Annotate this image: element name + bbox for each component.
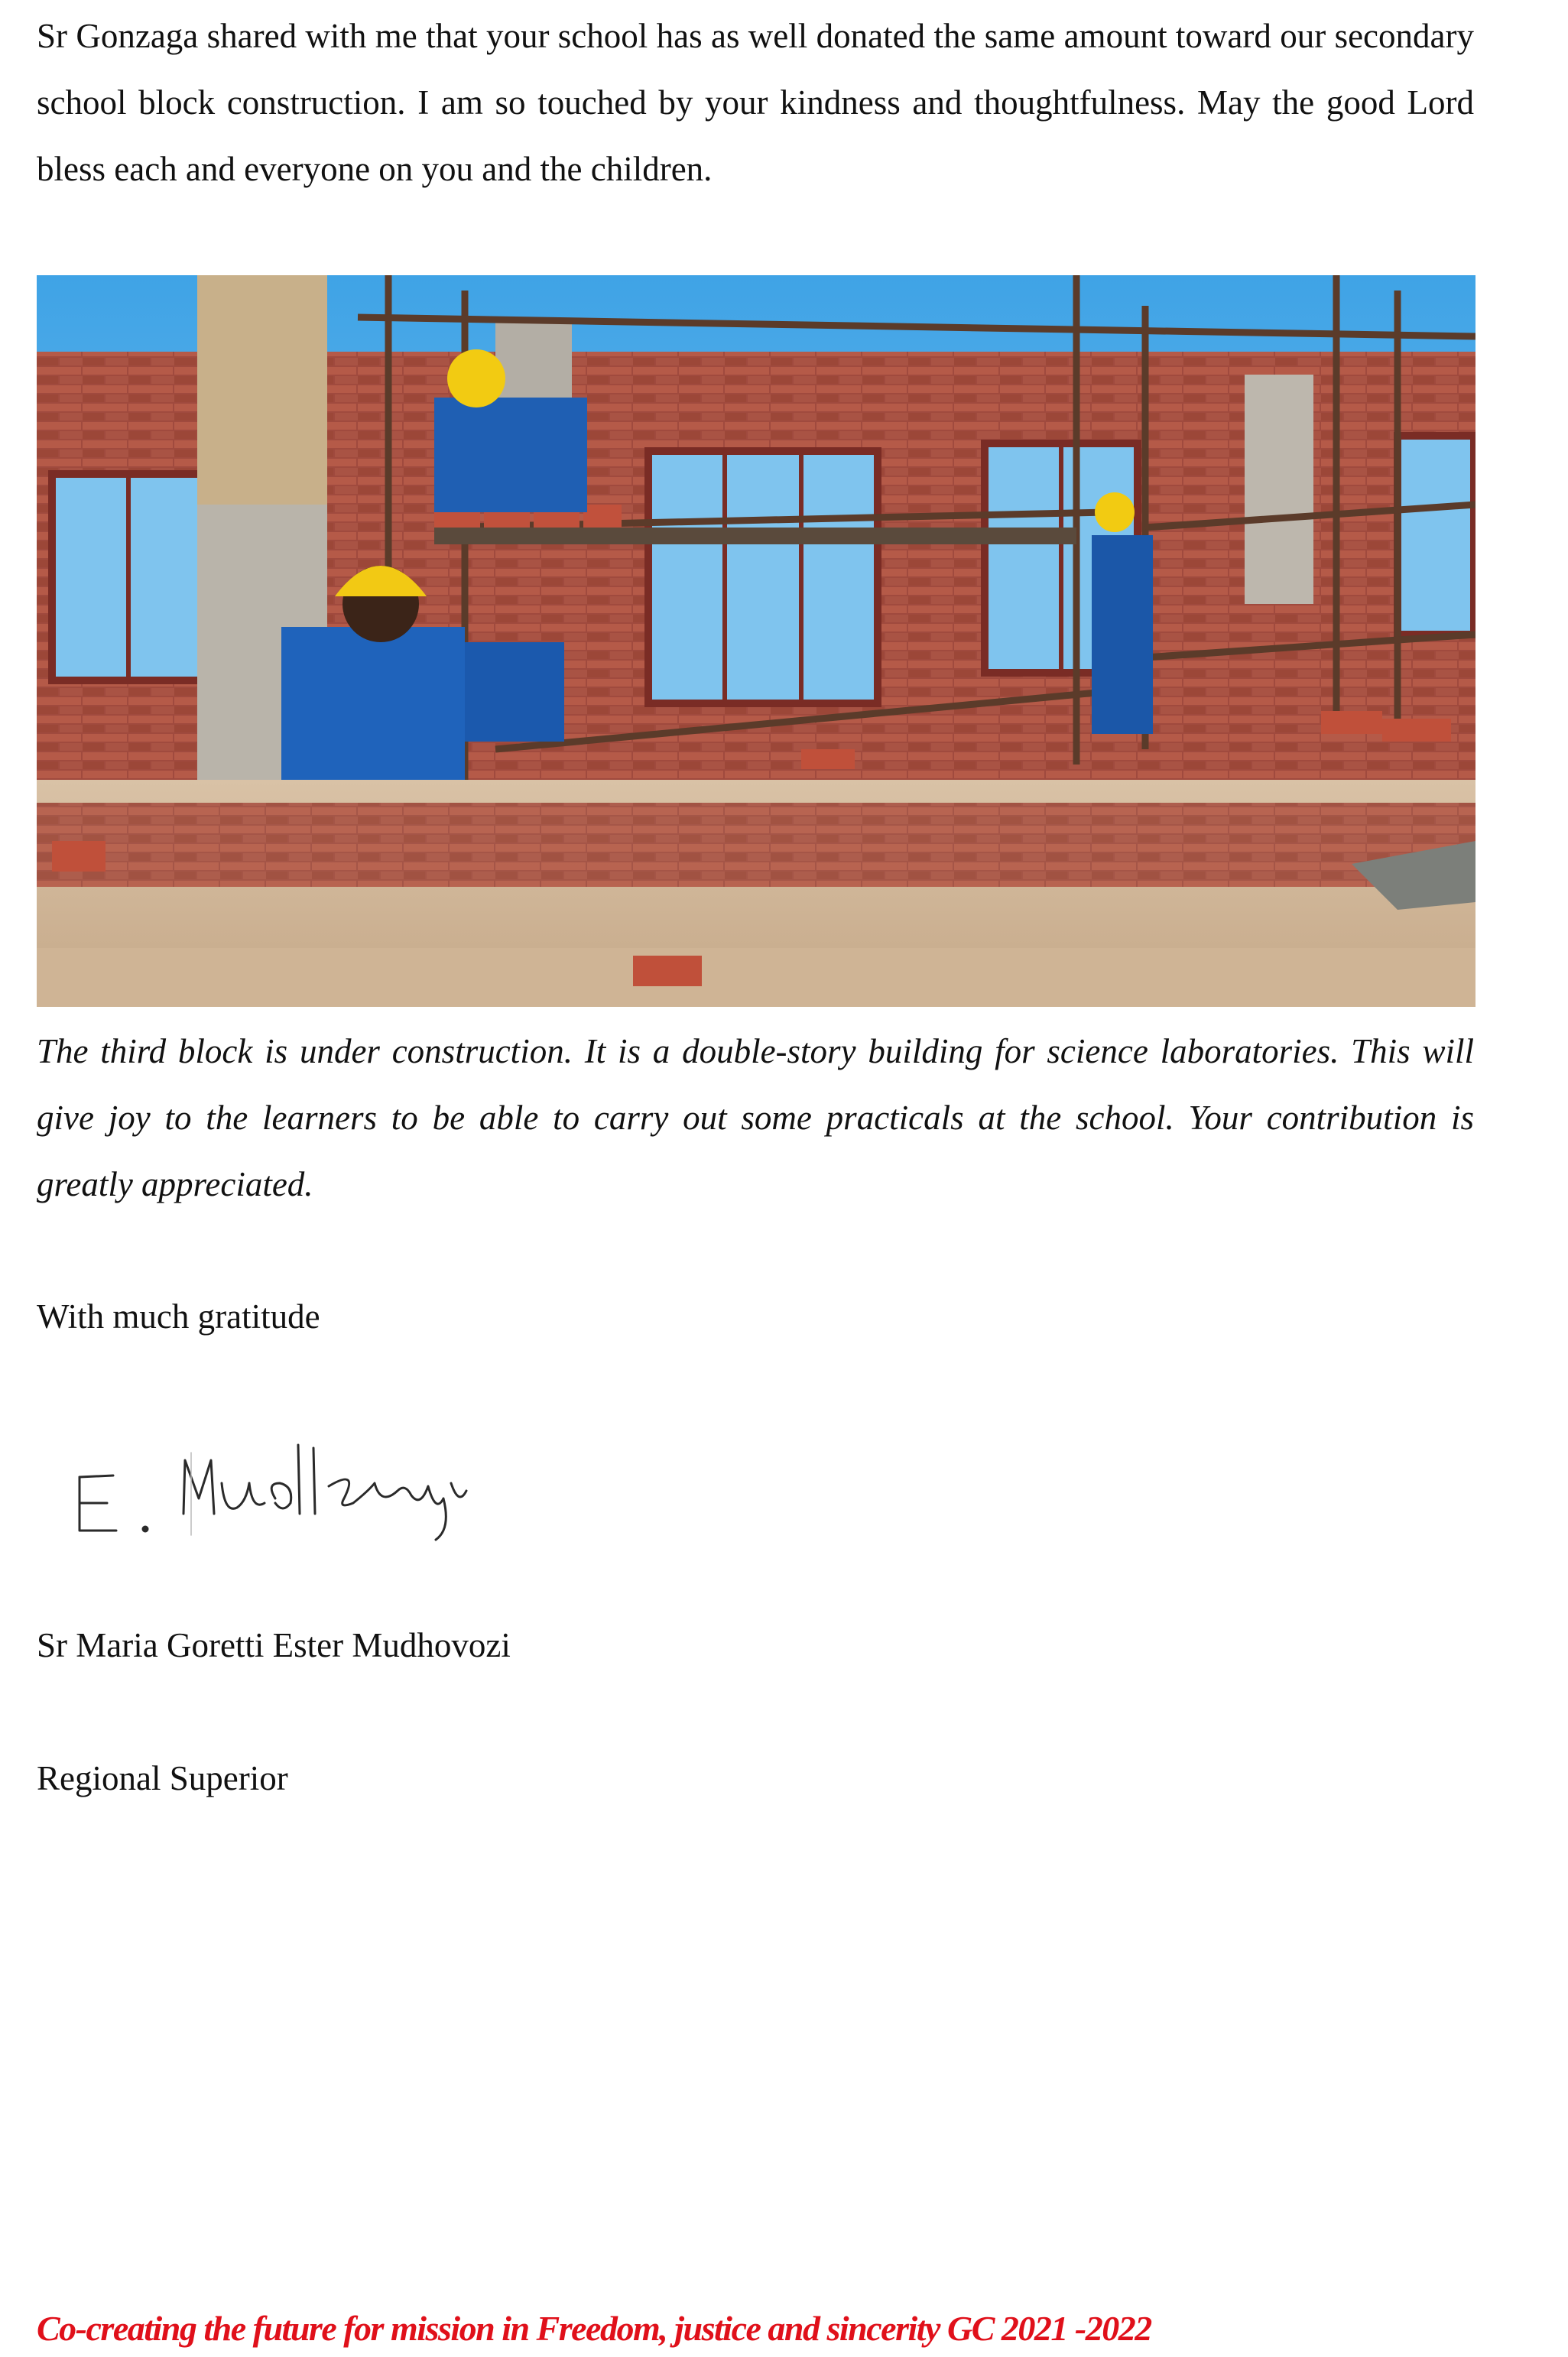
construction-site-photo bbox=[37, 275, 1475, 1007]
photo-caption: The third block is under construction. It is a double-story building for science laboratories. This will give joy to the learners to be able to carry out some practicals at the school. Your contribution is greatly appreciated. bbox=[37, 1032, 1474, 1203]
signatory-name: Sr Maria Goretti Ester Mudhovozi bbox=[37, 1626, 511, 1664]
signatory-title: Regional Superior bbox=[37, 1759, 288, 1797]
footer-motto: Co-creating the future for mission in Freedom, justice and sincerity GC 2021 -2022 bbox=[37, 2309, 1151, 2348]
handwritten-signature bbox=[69, 1437, 497, 1552]
intro-paragraph: Sr Gonzaga shared with me that your school has as well donated the same amount toward our secondary school block construction. I am so touched by your kindness and thoughtfulness. May the good Lord bless each and everyone on you and the children. bbox=[37, 17, 1474, 188]
closing-salutation: With much gratitude bbox=[37, 1297, 320, 1336]
